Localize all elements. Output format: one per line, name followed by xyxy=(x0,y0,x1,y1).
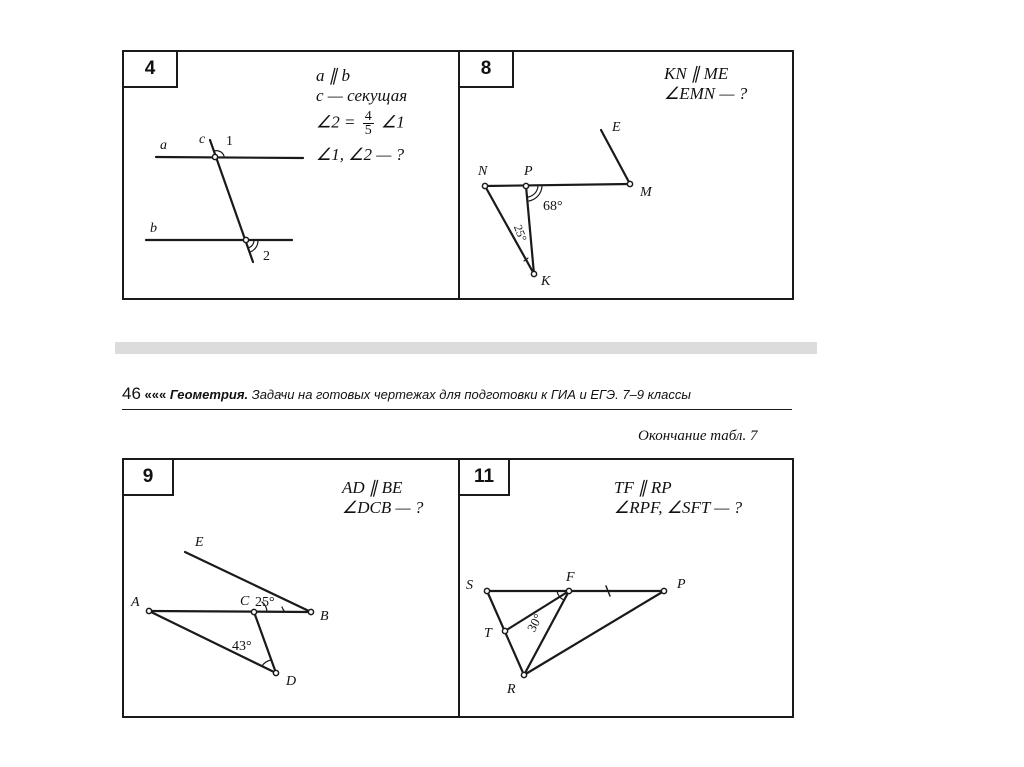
condition-line: a ∥ b xyxy=(316,66,350,85)
problem-number-11: 11 xyxy=(458,458,510,496)
label-a: a xyxy=(160,138,167,153)
point-P xyxy=(523,183,528,188)
point-C xyxy=(251,609,256,614)
label-T: T xyxy=(484,626,492,641)
fraction-denominator: 5 xyxy=(364,123,372,138)
condition-line: AD ∥ BE xyxy=(342,478,403,497)
label-angle-43: 43° xyxy=(232,639,252,654)
angle-43-arc xyxy=(262,660,271,666)
label-angle-30: 30° xyxy=(523,611,546,635)
label-A: A xyxy=(131,595,140,610)
segment-ME xyxy=(601,130,630,184)
point-M xyxy=(627,181,632,186)
label-D: D xyxy=(286,674,297,689)
problem-number-9: 9 xyxy=(122,458,174,496)
label-angle-1: 1 xyxy=(226,134,233,149)
condition-line: ∠DCB — ? xyxy=(342,498,424,517)
table-continuation: Окончание табл. 7 xyxy=(638,428,758,444)
segment-RP xyxy=(524,591,664,675)
label-b: b xyxy=(150,221,157,236)
label-angle-2: 2 xyxy=(263,249,270,264)
line-a xyxy=(156,157,303,158)
point-D xyxy=(273,670,278,675)
condition-line: KN ∥ ME xyxy=(664,64,729,83)
condition-part: ∠1 xyxy=(380,112,405,132)
header-title-bold: Геометрия. xyxy=(169,387,249,402)
label-c: c xyxy=(199,132,206,147)
label-angle-25: 25° xyxy=(255,595,275,610)
label-K: K xyxy=(541,274,551,289)
label-N: N xyxy=(478,164,488,179)
angle-68-arc-outer xyxy=(529,186,542,201)
drawing-problem-9 xyxy=(146,552,313,676)
label-R: R xyxy=(507,682,516,697)
header-page-number: 46 xyxy=(122,384,141,403)
condition-line: c — секущая xyxy=(316,86,408,105)
label-E: E xyxy=(612,120,621,135)
problem-number-4: 4 xyxy=(122,50,178,88)
condition-line: ∠1, ∠2 — ? xyxy=(316,145,405,164)
label-P: P xyxy=(524,164,533,179)
point-N xyxy=(482,183,487,188)
label-F: F xyxy=(566,570,575,585)
point-F xyxy=(566,588,571,593)
angle-68-arc xyxy=(528,186,538,197)
point-intersection-b xyxy=(243,237,248,242)
label-P: P xyxy=(677,577,686,592)
condition-line: ∠EMN — ? xyxy=(664,84,748,103)
point-P xyxy=(661,588,666,593)
label-B: B xyxy=(320,609,329,624)
label-angle-25: 25° xyxy=(510,222,530,244)
condition-line: ∠RPF, ∠SFT — ? xyxy=(614,498,743,517)
angle-2-arc xyxy=(248,241,254,248)
drawing-problem-4 xyxy=(146,140,303,262)
point-R xyxy=(521,672,526,677)
point-intersection-a xyxy=(212,154,217,159)
segment-AB xyxy=(149,611,311,612)
point-T xyxy=(502,628,507,633)
point-S xyxy=(484,588,489,593)
label-M: M xyxy=(640,185,652,200)
label-S: S xyxy=(466,578,473,593)
point-A xyxy=(146,608,151,613)
drawing-problem-11 xyxy=(484,586,666,678)
condition-line: TF ∥ RP xyxy=(614,478,672,497)
fraction-numerator: 4 xyxy=(364,109,372,124)
point-B xyxy=(308,609,313,614)
condition-part: ∠2 = xyxy=(316,112,356,132)
label-angle-68: 68° xyxy=(543,199,563,214)
point-K xyxy=(531,271,536,276)
label-C: C xyxy=(240,594,250,609)
segment-NM xyxy=(485,184,630,186)
header-marker: ««« xyxy=(144,387,167,402)
header-title: Задачи на готовых чертежах для подготовки к ГИА и ЕГЭ. 7–9 классы xyxy=(251,387,691,402)
problem-number-8: 8 xyxy=(458,50,514,88)
label-E: E xyxy=(195,535,204,550)
